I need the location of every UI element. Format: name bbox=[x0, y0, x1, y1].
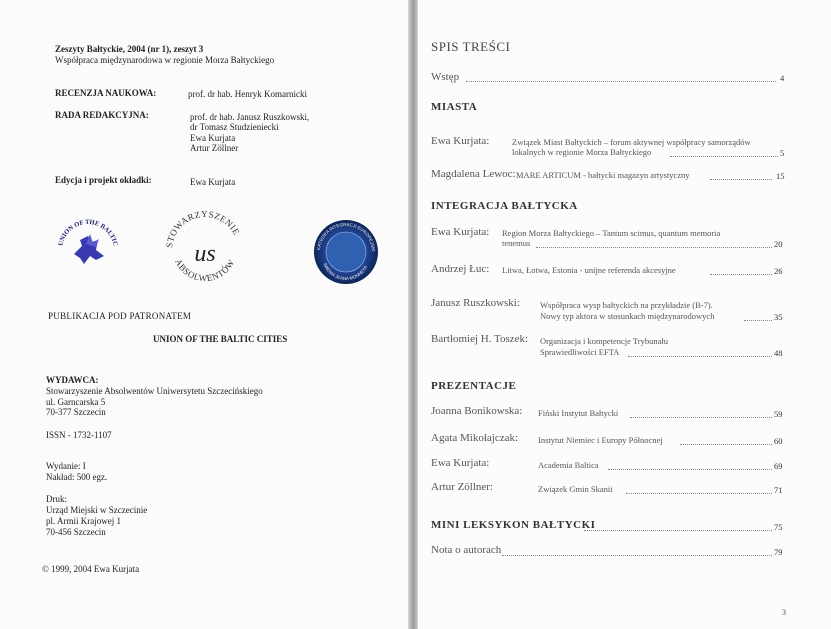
toc-intro: Wstęp bbox=[431, 71, 460, 83]
toc-author: Ewa Kurjata: bbox=[431, 135, 490, 147]
association-logo-top-text: STOWARZYSZENIE bbox=[164, 208, 242, 249]
department-logo-bottom-text: IMIENIA JEANA MONNETA bbox=[322, 262, 369, 282]
publisher-line: Stowarzyszenie Absolwentów Uniwersytetu Szczecińskiego bbox=[46, 386, 263, 396]
patronage-label: PUBLIKACJA POD PATRONATEM bbox=[48, 311, 192, 321]
print-line: 70-456 Szczecin bbox=[46, 527, 106, 537]
toc-title-line: Fiński Instytut Bałtycki bbox=[538, 408, 619, 418]
department-logo-top-text: KATEDRA INTEGRACJI EUROPEJSKI bbox=[316, 221, 377, 252]
association-logo bbox=[160, 205, 250, 295]
section-heading: MINI LEKSYKON BAŁTYCKI bbox=[431, 519, 596, 531]
board-member: Artur Zöllner bbox=[190, 143, 239, 153]
review-label: RECENZJA NAUKOWA: bbox=[55, 88, 157, 98]
toc-title-line: Sprawiedliwości EFTA bbox=[540, 347, 620, 357]
toc-title-line: Academia Baltica bbox=[538, 460, 599, 470]
print-line: Urząd Miejski w Szczecinie bbox=[46, 505, 148, 515]
ubc-logo-icon bbox=[52, 210, 124, 282]
toc-page: 4 bbox=[780, 73, 785, 83]
toc-author: Bartłomiej H. Toszek: bbox=[431, 333, 529, 345]
toc-title-line: Litwa, Łotwa, Estonia - unijne referenda akcesyjne bbox=[502, 265, 676, 275]
board-member: dr Tomasz Studzieniecki bbox=[190, 122, 279, 132]
toc-author: Andrzej Łuc: bbox=[431, 263, 490, 275]
toc-title: SPIS TREŚCI bbox=[431, 39, 511, 54]
print-run: Nakład: 500 egz. bbox=[46, 472, 108, 482]
toc-title-line: lokalnych w regionie Morza Bałtyckiego bbox=[512, 147, 652, 157]
toc-page: 69 bbox=[774, 461, 783, 471]
toc-author: Janusz Ruszkowski: bbox=[431, 297, 520, 309]
review-value: prof. dr hab. Henryk Komarnicki bbox=[188, 89, 307, 99]
toc-title-line: Region Morza Bałtyckiego – Tantum scimus, quantum memoria bbox=[502, 228, 721, 238]
association-logo-mark: us bbox=[194, 241, 216, 267]
edition-value: Ewa Kurjata bbox=[190, 177, 236, 187]
toc-title-line: Organizacja i kompetencje Trybunału bbox=[540, 336, 669, 346]
toc-page: 75 bbox=[774, 522, 783, 532]
association-logo-bottom-text: ABSOLWENTÓW bbox=[173, 257, 237, 284]
left-page bbox=[0, 0, 414, 629]
toc-page: 26 bbox=[774, 266, 783, 276]
toc-title-line: MARE ARTICUM - bałtycki magazyn artystyczny bbox=[516, 170, 690, 180]
toc-page: 48 bbox=[774, 348, 783, 358]
issn: ISSN - 1732-1107 bbox=[46, 430, 112, 440]
journal-title: Zeszyty Bałtyckie, 2004 (nr 1), zeszyt 3 bbox=[55, 44, 204, 54]
patronage-value: UNION OF THE BALTIC CITIES bbox=[153, 334, 288, 344]
toc-author: Ewa Kurjata: bbox=[431, 457, 490, 469]
ubc-logo-text: UNION OF THE BALTIC bbox=[57, 218, 119, 247]
toc-notes: Nota o autorach bbox=[431, 544, 502, 556]
toc-page: 20 bbox=[774, 239, 783, 249]
toc-author: Artur Zöllner: bbox=[431, 481, 494, 493]
print-label: Druk: bbox=[46, 494, 67, 504]
edition-info: Wydanie: I bbox=[46, 461, 86, 471]
section-heading: PREZENTACJE bbox=[431, 380, 517, 392]
publisher-line: 70-377 Szczecin bbox=[46, 407, 106, 417]
toc-title-line: Związek Miast Bałtyckich – forum aktywnej współpracy samorządów bbox=[512, 137, 751, 147]
edition-label: Edycja i projekt okładki: bbox=[55, 175, 152, 185]
board-label: RADA REDAKCYJNA: bbox=[55, 110, 149, 120]
page-number: 3 bbox=[782, 608, 786, 617]
toc-page: 15 bbox=[776, 171, 785, 181]
publisher-line: ul. Garncarska 5 bbox=[46, 397, 106, 407]
toc-page: 60 bbox=[774, 436, 783, 446]
copyright: © 1999, 2004 Ewa Kurjata bbox=[42, 564, 140, 574]
section-heading: MIASTA bbox=[431, 101, 478, 113]
board-member: prof. dr hab. Janusz Ruszkowski, bbox=[190, 112, 310, 122]
toc-title-line: tenemus bbox=[502, 238, 531, 248]
department-logo bbox=[312, 218, 380, 286]
publisher-label: WYDAWCA: bbox=[46, 375, 99, 385]
toc-author: Joanna Bonikowska: bbox=[431, 405, 523, 417]
toc-page: 5 bbox=[780, 148, 785, 158]
board-member: Ewa Kurjata bbox=[190, 133, 236, 143]
toc-page: 35 bbox=[774, 312, 783, 322]
toc-title-line: Współpraca wysp bałtyckich na przykładzie (B-7). bbox=[540, 300, 713, 310]
print-line: pl. Armii Krajowej 1 bbox=[46, 516, 121, 526]
toc-title-line: Instytut Niemiec i Europy Północnej bbox=[538, 435, 663, 445]
toc-page: 59 bbox=[774, 409, 783, 419]
toc-page: 79 bbox=[774, 547, 783, 557]
section-heading: INTEGRACJA BAŁTYCKA bbox=[431, 200, 578, 212]
journal-subtitle: Współpraca międzynarodowa w regionie Morza Bałtyckiego bbox=[55, 55, 275, 65]
toc-author: Ewa Kurjata: bbox=[431, 226, 490, 238]
toc-title-line: Związek Gmin Skanii bbox=[538, 484, 613, 494]
right-page bbox=[418, 0, 831, 629]
toc-author: Magdalena Lewoc: bbox=[431, 168, 516, 180]
toc-title-line: Nowy typ aktora w stosunkach międzynarodowych bbox=[540, 311, 715, 321]
toc-author: Agata Mikołajczak: bbox=[431, 432, 519, 444]
toc-page: 71 bbox=[774, 485, 783, 495]
